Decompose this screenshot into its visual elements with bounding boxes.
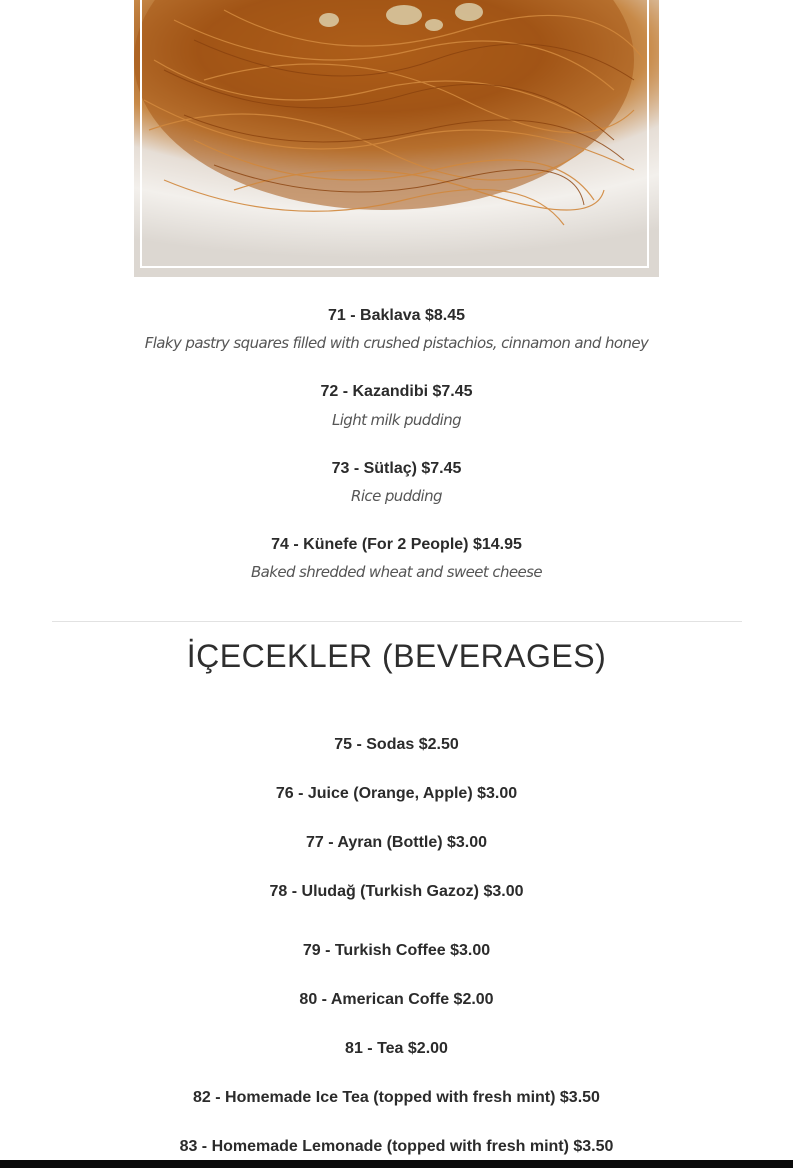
beverage-item-81: 81 - Tea $2.00 [345,1040,448,1057]
dessert-item-73-title: 73 - Sütlaç) $7.45 [331,460,462,477]
beverage-item-79: 79 - Turkish Coffee $3.00 [302,942,491,959]
beverage-item-83: 83 - Homemade Lemonade (topped with fresh mint) $3.50 [179,1138,614,1155]
dessert-item-72-title: 72 - Kazandibi $7.45 [320,383,473,400]
dessert-item-73-description: Rice pudding [351,487,442,505]
dessert-item-74-title: 74 - Künefe (For 2 People) $14.95 [271,536,522,553]
bottom-bar [0,1160,793,1168]
beverages-section-title: İÇECEKLER (BEVERAGES) [186,638,607,674]
dessert-item-72-description: Light milk pudding [331,411,462,429]
dessert-photo [134,0,659,277]
beverage-item-78: 78 - Uludağ (Turkish Gazoz) $3.00 [269,883,524,900]
beverage-item-82: 82 - Homemade Ice Tea (topped with fresh mint) $3.50 [193,1089,600,1106]
dessert-item-74-description: Baked shredded wheat and sweet cheese [250,563,543,581]
beverage-item-76: 76 - Juice (Orange, Apple) $3.00 [275,785,518,802]
dessert-item-71-description: Flaky pastry squares filled with crushed pistachios, cinnamon and honey [144,334,649,352]
beverage-item-77: 77 - Ayran (Bottle) $3.00 [305,834,488,851]
section-divider [52,621,742,622]
photo-frame [140,0,649,268]
beverage-item-75: 75 - Sodas $2.50 [334,736,459,753]
dessert-item-71-title: 71 - Baklava $8.45 [328,307,465,324]
beverage-item-80: 80 - American Coffe $2.00 [299,991,494,1008]
